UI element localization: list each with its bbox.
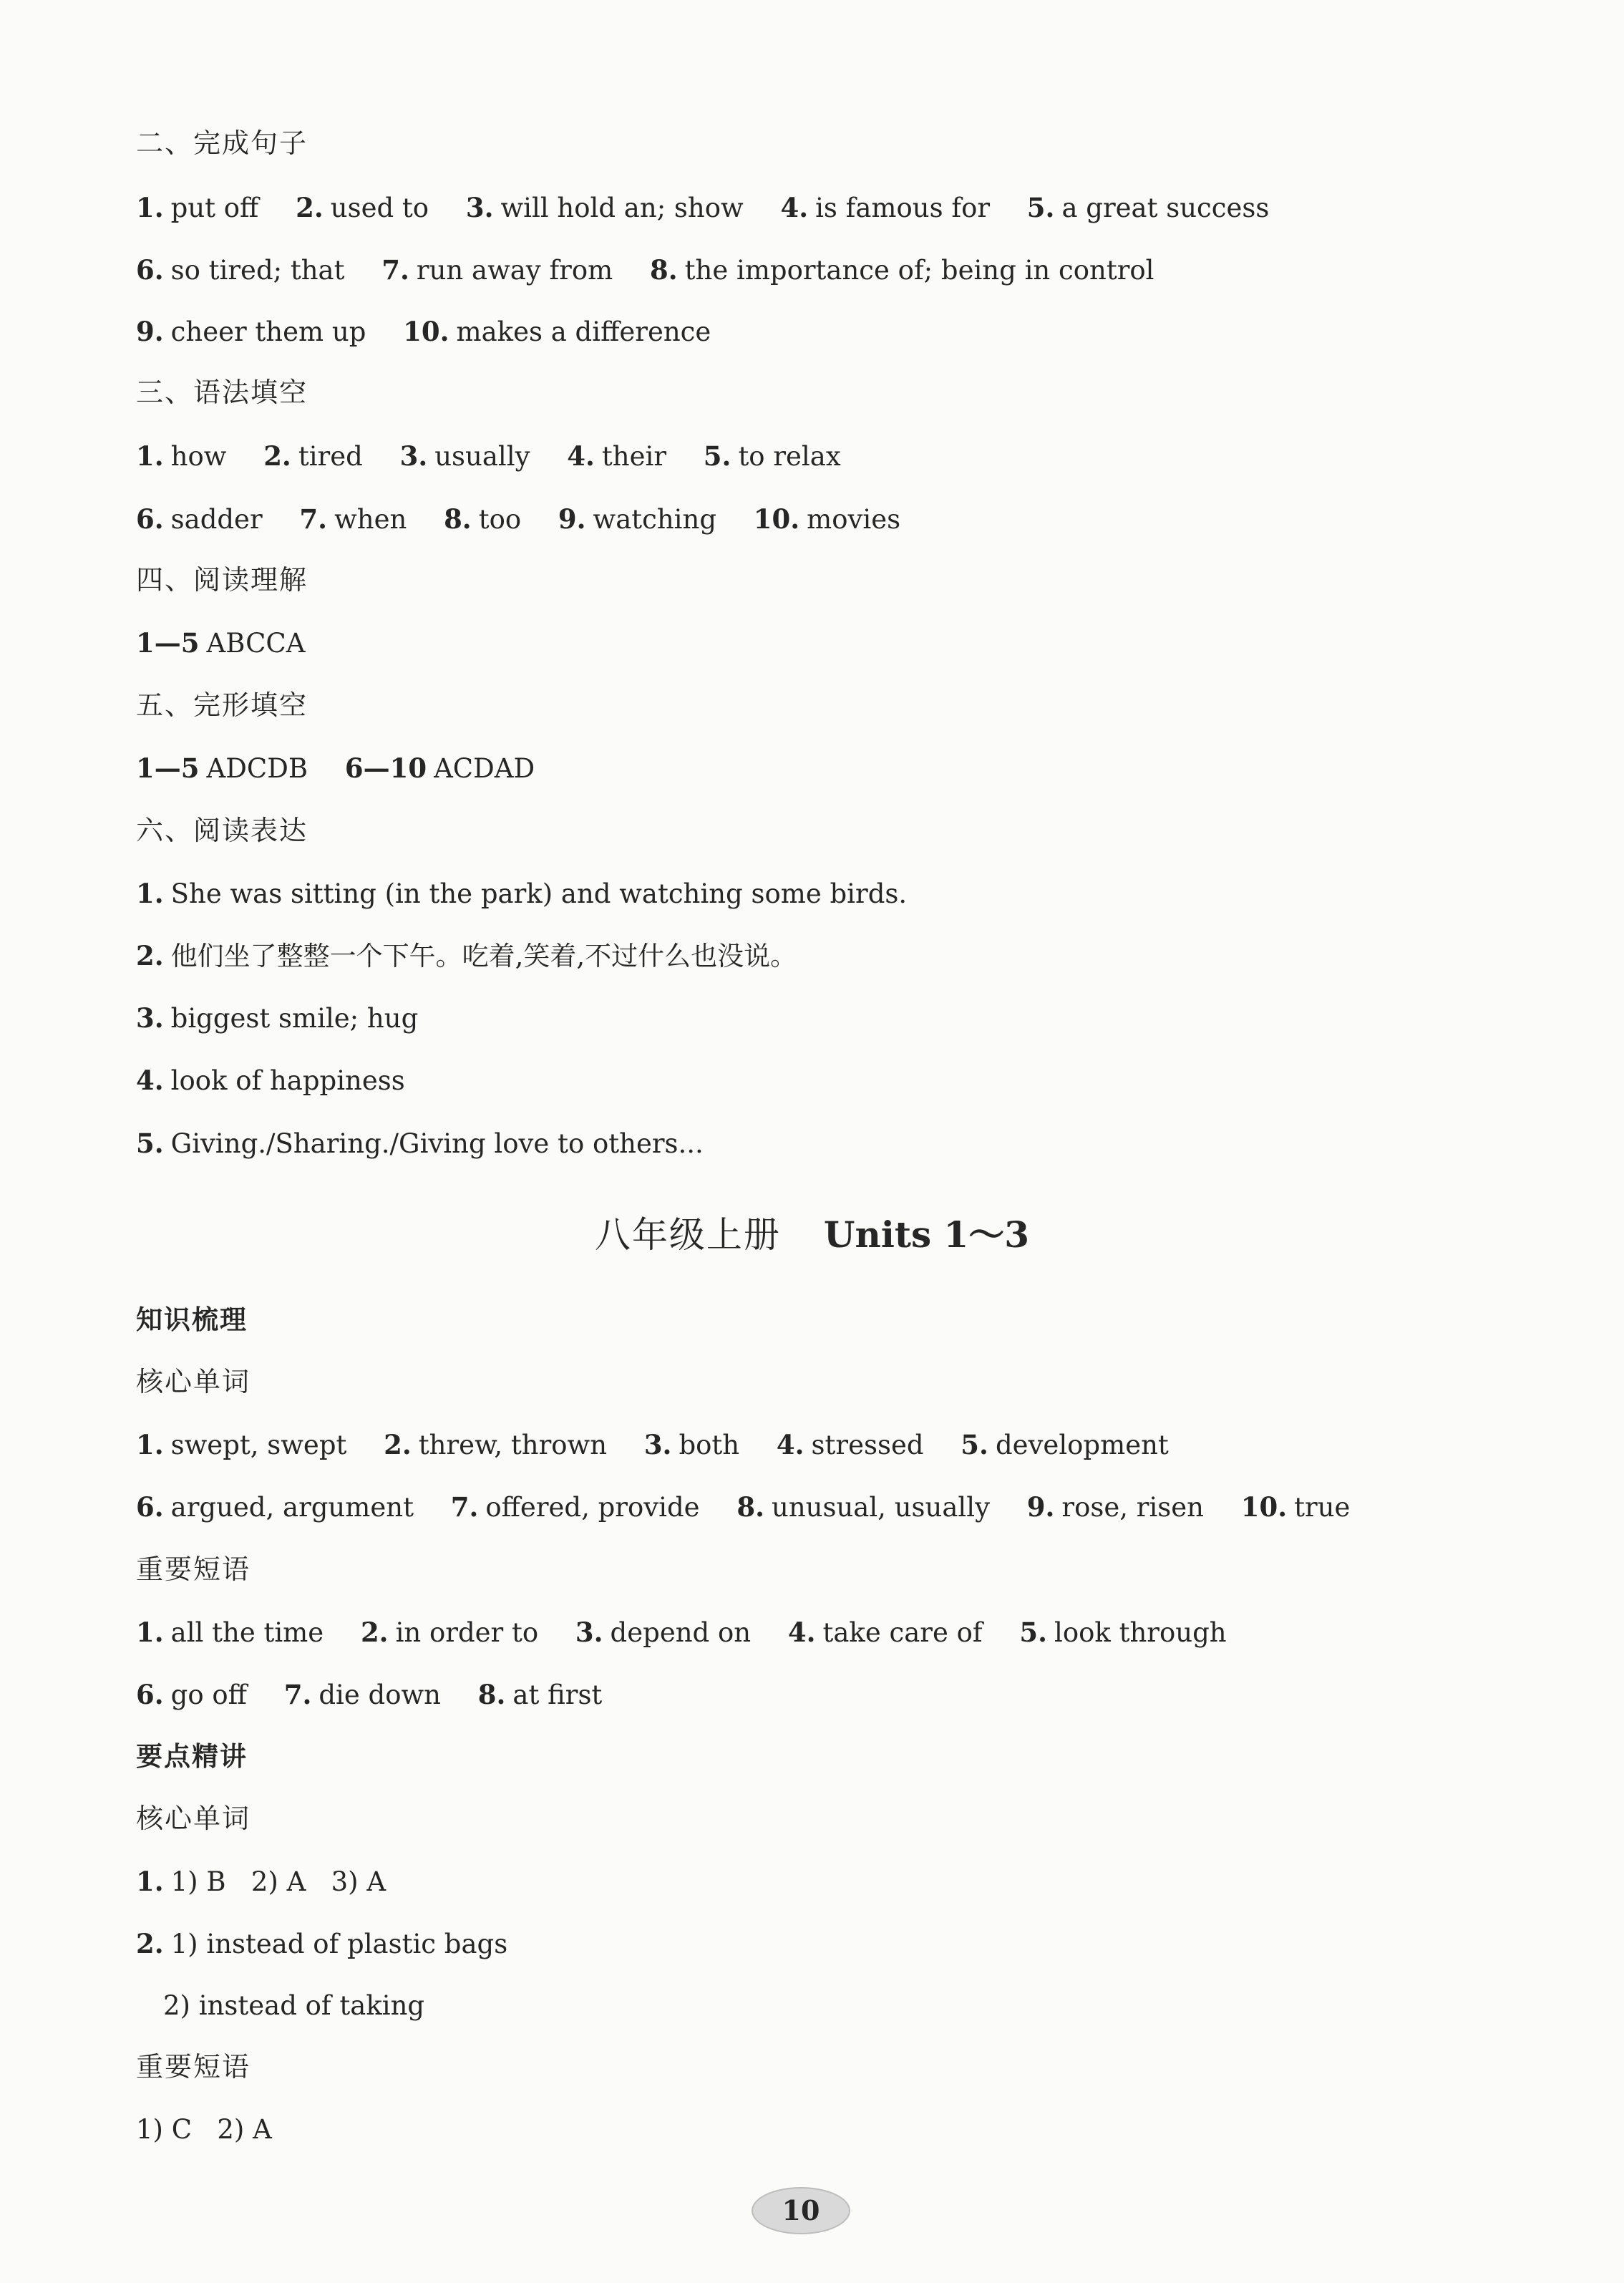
answer-number: 8.: [736, 1491, 764, 1523]
answer-item: [1027, 190, 1270, 226]
answer-text: tired: [298, 441, 363, 472]
answer-item: [466, 190, 744, 226]
answer-line: [136, 252, 1183, 289]
answer-item: [136, 1614, 324, 1651]
answer-number: 5.: [136, 1128, 164, 1159]
answer-number: 2.: [360, 1616, 389, 1648]
answer-number: 1—5: [136, 752, 200, 784]
answer-text: 1) instead of plastic bags: [170, 1929, 508, 1959]
answer-text: all the time: [170, 1617, 324, 1648]
answer-number: 7.: [283, 1679, 312, 1710]
answer-text: ADCDB: [206, 753, 308, 784]
answer-text: their: [601, 441, 667, 472]
answer-item: [1027, 1489, 1204, 1526]
answer-text: too: [478, 504, 522, 535]
answer-text: unusual, usually: [771, 1492, 990, 1523]
answer-text: when: [334, 504, 407, 535]
answer-text: She was sitting (in the park) and watching some birds.: [170, 878, 908, 909]
answer-item: [136, 750, 308, 787]
answer-number: 4.: [776, 1429, 804, 1460]
answer-number: 1.: [136, 1429, 164, 1460]
answer-number: 3.: [465, 192, 494, 223]
answer-text: go off: [170, 1679, 247, 1710]
subsection-heading-knowledge: 知识梳理: [136, 1304, 248, 1335]
answer-number: 1.: [136, 192, 164, 223]
answer-item: [1019, 1614, 1226, 1651]
answer-item: [136, 1677, 247, 1713]
answer-text: is famous for: [815, 193, 991, 223]
answer-text: run away from: [416, 255, 613, 286]
answer-text: biggest smile; hug: [170, 1003, 419, 1034]
answer-number: 1.: [136, 1866, 164, 1897]
answer-item: [1241, 1489, 1351, 1526]
answer-number: 3.: [136, 1002, 164, 1034]
subsection-heading-core-words: 核心单词: [136, 1366, 251, 1397]
answer-text: ACDAD: [434, 753, 535, 784]
answer-item: [136, 625, 305, 661]
answer-item: [704, 438, 841, 475]
answer-item: [136, 252, 345, 289]
answer-line: [136, 1863, 386, 1900]
answer-text: the importance of; being in control: [684, 255, 1154, 286]
answer-text: rose, risen: [1061, 1492, 1204, 1523]
answer-text: Giving./Sharing./Giving love to others...: [170, 1128, 704, 1159]
answer-text: how: [170, 441, 227, 472]
answer-number: 10.: [753, 503, 800, 535]
section-heading-reading-expression: 六、阅读表达: [136, 815, 308, 846]
answer-text: ABCCA: [206, 628, 306, 659]
answer-text: movies: [807, 504, 901, 535]
answer-text: take care of: [822, 1617, 983, 1648]
answer-text: sadder: [170, 504, 263, 535]
answer-item: [451, 1489, 700, 1526]
answer-number: 6.: [136, 254, 164, 286]
answer-line: [136, 438, 870, 475]
answer-item: [136, 1427, 346, 1463]
answer-line: [136, 938, 797, 974]
answer-item: [284, 1677, 441, 1713]
answer-item: [736, 1489, 990, 1526]
answer-number: 8.: [477, 1679, 506, 1710]
answer-text: development: [995, 1430, 1169, 1460]
answer-item: [381, 252, 613, 289]
answer-line: [136, 1000, 418, 1037]
answer-number: 2.: [136, 940, 164, 971]
answer-number: 8.: [444, 503, 472, 535]
answer-item: [136, 314, 366, 350]
answer-line: [136, 1926, 507, 1962]
answer-item: [400, 438, 530, 475]
answer-number: 9.: [558, 503, 586, 535]
answer-line: [136, 1677, 631, 1713]
answer-number: 9.: [136, 316, 164, 347]
unit-title-en: Units 1～3: [823, 1213, 1030, 1256]
answer-line: [136, 1614, 1255, 1651]
answer-number: 8.: [649, 254, 678, 286]
answer-item: [754, 501, 900, 538]
answer-number: 1—5: [136, 627, 200, 659]
answer-text: watching: [593, 504, 717, 535]
answer-text: cheer them up: [170, 316, 366, 347]
answer-text: a great success: [1061, 193, 1270, 223]
answer-number: 3.: [399, 440, 428, 472]
answer-number: 9.: [1026, 1491, 1055, 1523]
answer-text: look through: [1054, 1617, 1227, 1648]
answer-number: 6.: [136, 1679, 164, 1710]
answer-number: 10.: [1240, 1491, 1288, 1523]
section-heading-reading: 四、阅读理解: [136, 564, 308, 596]
answer-text: stressed: [811, 1430, 924, 1460]
answer-item: [644, 1427, 739, 1463]
answer-text: usually: [434, 441, 530, 472]
answer-number: 1.: [136, 440, 164, 472]
answer-number: 4.: [780, 192, 809, 223]
answer-item: [384, 1427, 607, 1463]
answer-text: in order to: [395, 1617, 539, 1648]
answer-item: [567, 438, 666, 475]
answer-text: depend on: [610, 1617, 752, 1648]
answer-item: [478, 1677, 603, 1713]
answer-text: put off: [170, 193, 259, 223]
page-number: 10: [752, 2187, 850, 2234]
answer-number: 1.: [136, 1616, 164, 1648]
answer-item: [444, 501, 521, 538]
answer-line: [136, 501, 929, 538]
answer-line: 2) instead of taking: [163, 1990, 425, 2021]
answer-number: 2.: [136, 1928, 164, 1959]
answer-line: [136, 876, 907, 912]
answer-text: true: [1294, 1492, 1351, 1523]
unit-title: [0, 1210, 1624, 1260]
subsection-heading-phrases-2: 重要短语: [136, 2051, 251, 2083]
answer-number: 5.: [1026, 192, 1055, 223]
answer-item: [136, 190, 258, 226]
answer-item: [403, 314, 711, 350]
answer-number: 5.: [703, 440, 731, 472]
answer-item: [788, 1614, 983, 1651]
answer-number: 4.: [787, 1616, 816, 1648]
answer-item: [345, 750, 535, 787]
answer-text: die down: [319, 1679, 441, 1710]
answer-line: [136, 1427, 1197, 1463]
answer-number: 2.: [263, 440, 291, 472]
answer-number: 7.: [450, 1491, 479, 1523]
answer-number: 10.: [403, 316, 449, 347]
answer-line: [136, 1489, 1379, 1526]
answer-number: 6.: [136, 1491, 164, 1523]
answer-item: [575, 1614, 751, 1651]
answer-text: makes a difference: [456, 316, 711, 347]
answer-number: 4.: [136, 1065, 164, 1096]
answer-text: look of happiness: [170, 1065, 405, 1096]
answer-item: [136, 1489, 414, 1526]
answer-number: 6.: [136, 503, 164, 535]
subsection-heading-core-words-2: 核心单词: [136, 1803, 251, 1834]
unit-title-cn: 八年级上册: [594, 1214, 781, 1256]
answer-text: 1) B 2) A 3) A: [170, 1866, 386, 1897]
section-heading-grammar-fill: 三、语法填空: [136, 377, 308, 408]
answer-number: 3.: [643, 1429, 672, 1460]
answer-line: [136, 314, 739, 350]
answer-item: [299, 501, 407, 538]
answer-line: [136, 1125, 704, 1162]
answer-item: [136, 501, 263, 538]
answer-text: both: [679, 1430, 740, 1460]
answer-line: [136, 190, 1298, 226]
answer-text: to relax: [738, 441, 841, 472]
answer-item: [296, 190, 429, 226]
answer-item: [650, 252, 1154, 289]
answer-text: threw, thrown: [418, 1430, 608, 1460]
answer-text: used to: [330, 193, 429, 223]
answer-item: [780, 190, 990, 226]
section-heading-complete-sentences: 二、完成句子: [136, 127, 308, 159]
answer-line: [136, 1062, 405, 1099]
answer-item: [361, 1614, 538, 1651]
answer-item: [961, 1427, 1169, 1463]
answer-item: [777, 1427, 924, 1463]
answer-number: 3.: [575, 1616, 603, 1648]
answer-text: offered, provide: [485, 1492, 700, 1523]
answer-number: 2.: [384, 1429, 412, 1460]
answer-text: will hold an; show: [500, 193, 744, 223]
answer-item: [263, 438, 363, 475]
answer-text: so tired; that: [170, 255, 345, 286]
subsection-heading-key-points: 要点精讲: [136, 1740, 248, 1772]
subsection-heading-phrases: 重要短语: [136, 1553, 251, 1585]
answer-number: 5.: [1019, 1616, 1048, 1648]
answer-text: swept, swept: [170, 1430, 347, 1460]
answer-line: 1) C 2) A: [136, 2114, 272, 2145]
answer-text: at first: [512, 1679, 603, 1710]
section-heading-cloze: 五、完形填空: [136, 689, 308, 721]
answer-number: 1.: [136, 878, 164, 909]
answer-item: [136, 438, 226, 475]
answer-text: argued, argument: [170, 1492, 414, 1523]
answer-text: 他们坐了整整一个下午。吃着,笑着,不过什么也没说。: [170, 941, 797, 971]
answer-number: 6—10: [344, 752, 427, 784]
answer-number: 5.: [961, 1429, 988, 1460]
answer-number: 7.: [381, 254, 409, 286]
answer-number: 4.: [567, 440, 595, 472]
answer-line: [136, 750, 563, 787]
answer-line: [136, 625, 334, 661]
answer-item: [558, 501, 716, 538]
answer-number: 7.: [299, 503, 328, 535]
answer-number: 2.: [296, 192, 324, 223]
